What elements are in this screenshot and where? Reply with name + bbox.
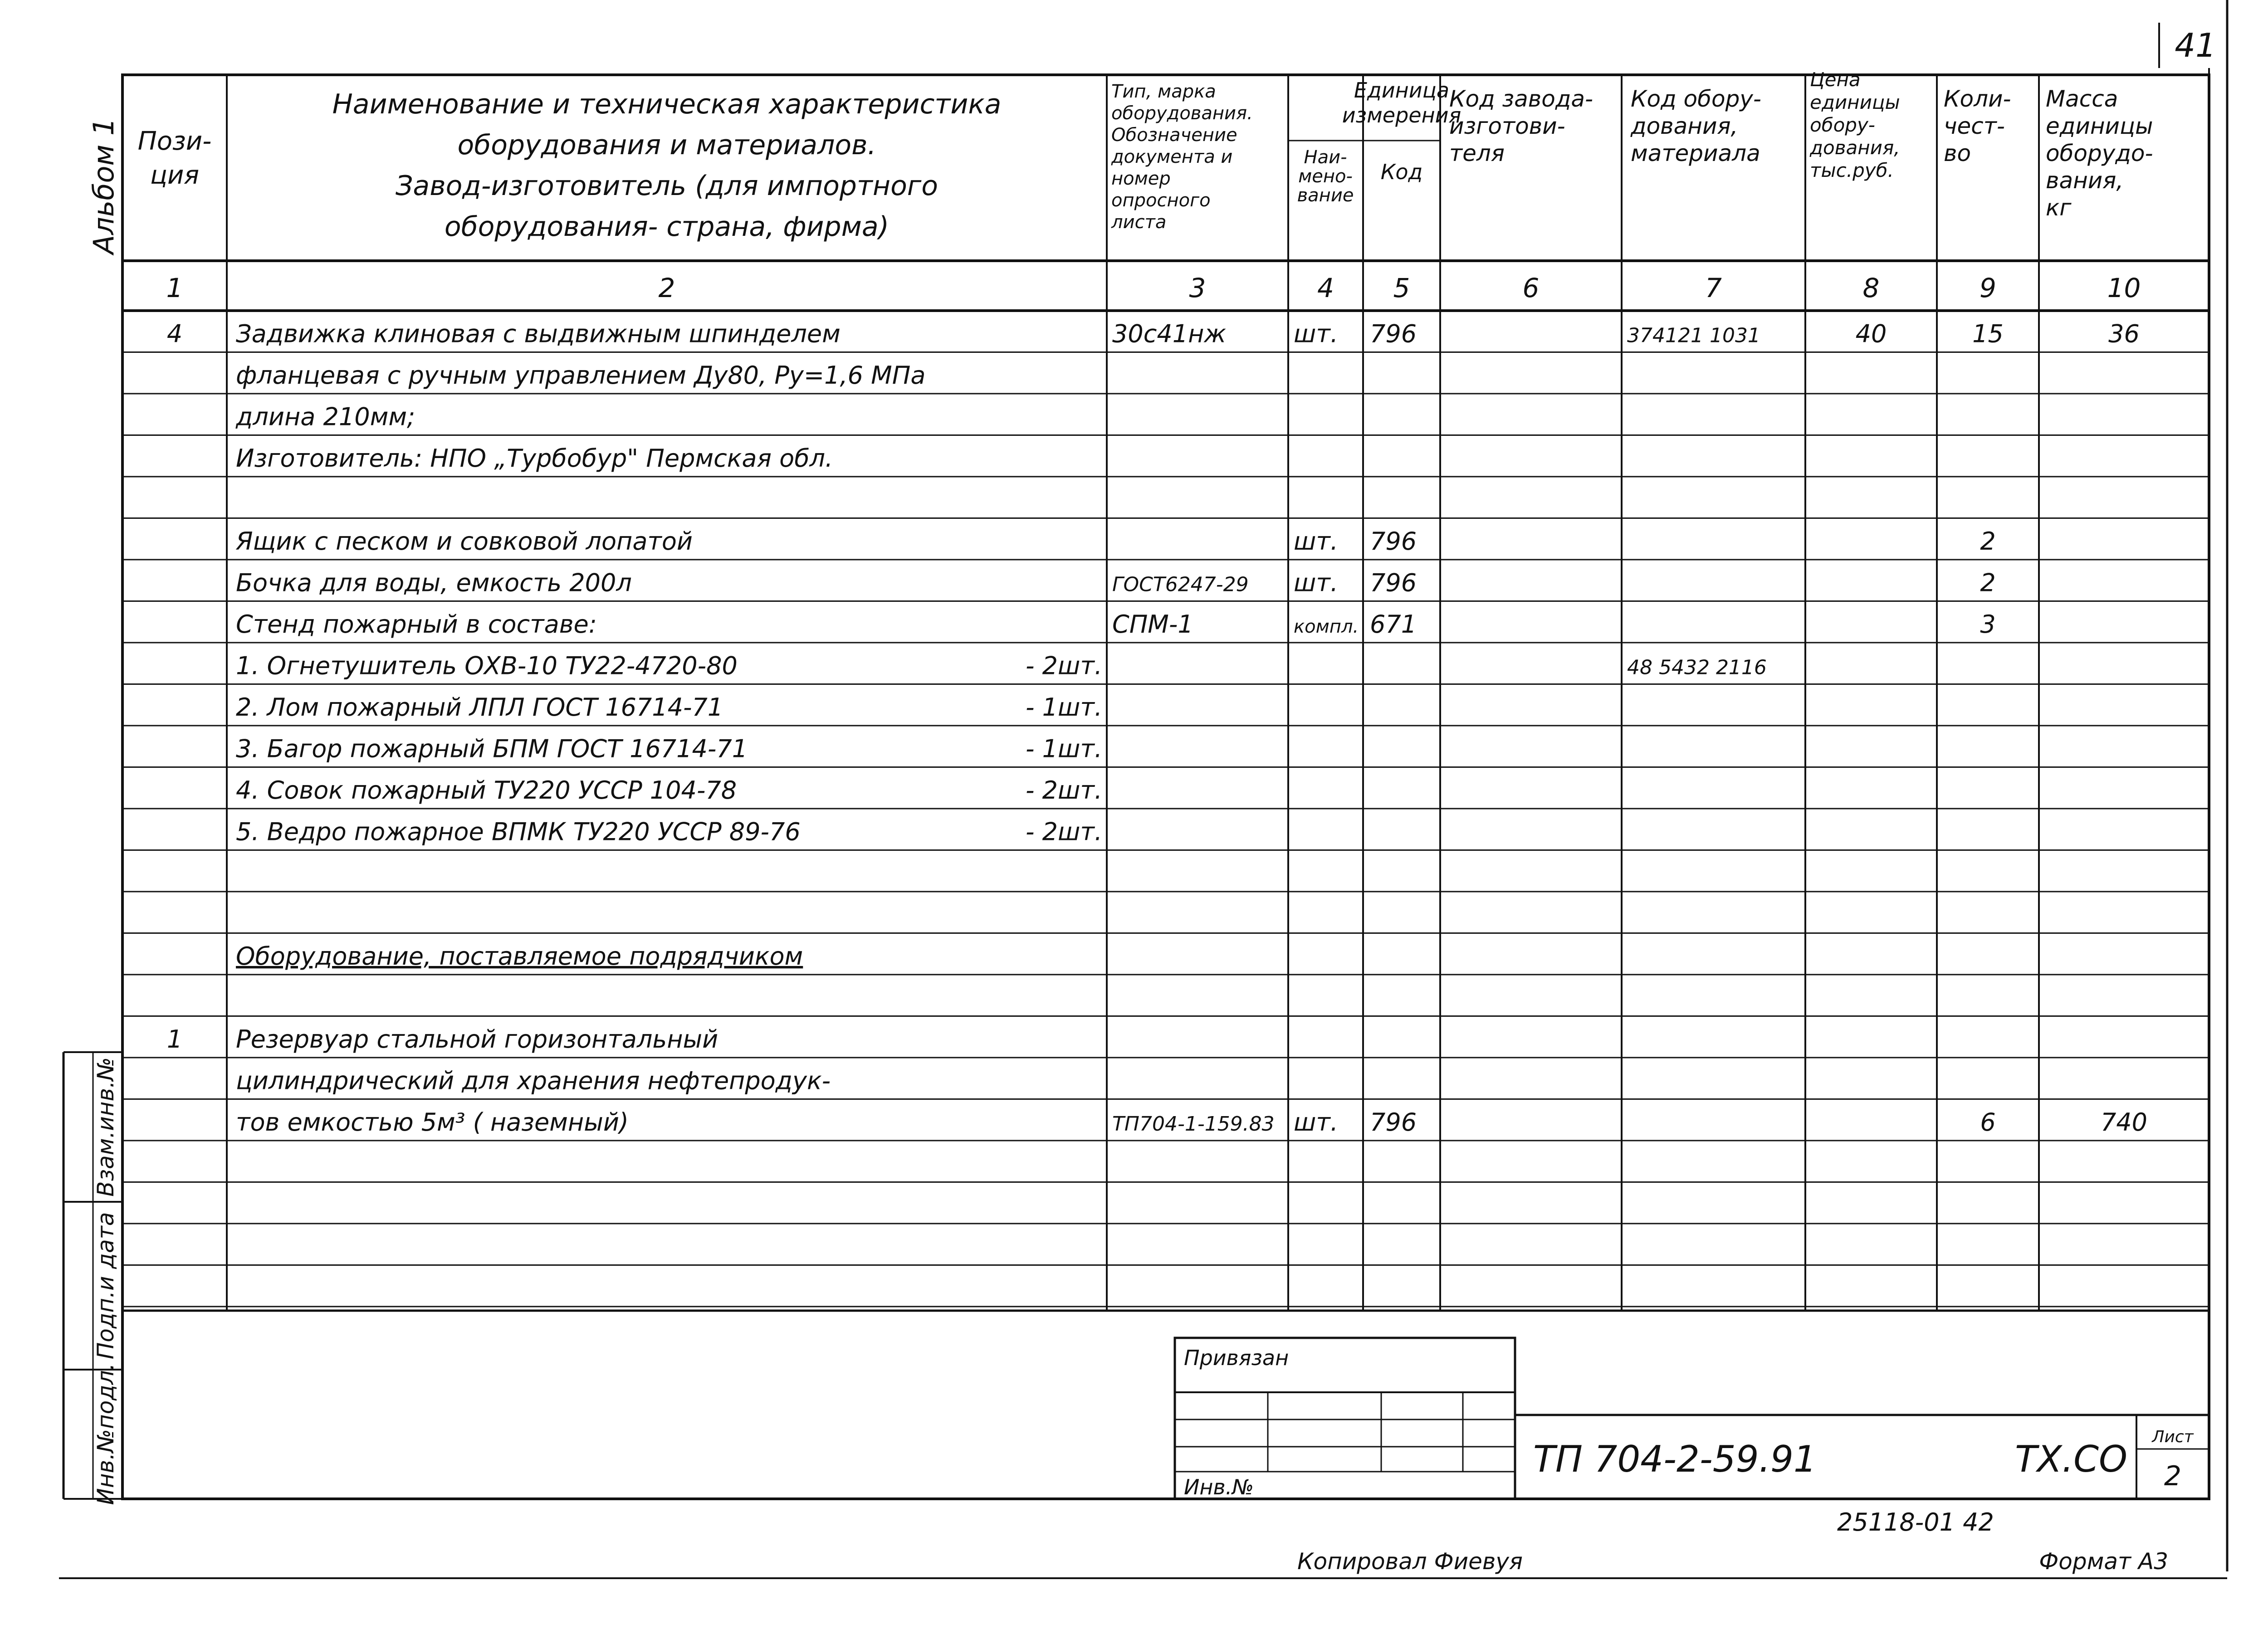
cell-name: длина 210мм; bbox=[236, 402, 415, 431]
inv-label: Инв.№ bbox=[1184, 1475, 1254, 1499]
header-col4: мено- bbox=[1298, 166, 1353, 187]
header-col3: листа bbox=[1111, 212, 1167, 233]
header-col8: дования, bbox=[1810, 137, 1900, 159]
cell-code: 796 bbox=[1370, 1108, 1417, 1136]
cell-code: 671 bbox=[1370, 610, 1417, 639]
header-col8: обору- bbox=[1810, 114, 1875, 136]
stamp-sign-date: Подп.и дата bbox=[93, 1212, 119, 1360]
cell-unit: шт. bbox=[1294, 1108, 1339, 1136]
cell-mass: 740 bbox=[2100, 1108, 2148, 1136]
cell-equip: 48 5432 2116 bbox=[1627, 656, 1767, 679]
sheet-number: 41 bbox=[2175, 26, 2216, 64]
header-col2: оборудования и материалов. bbox=[457, 129, 876, 161]
column-number: 6 bbox=[1522, 273, 1540, 303]
spec-table-header bbox=[138, 68, 2153, 303]
header-col8: тыс.руб. bbox=[1810, 159, 1894, 181]
header-col1: ция bbox=[150, 161, 200, 190]
column-number: 2 bbox=[658, 273, 675, 303]
cell-type: СПМ-1 bbox=[1112, 610, 1193, 639]
cell-qty: 6 bbox=[1980, 1108, 1996, 1136]
cell-pos: 1 bbox=[166, 1025, 183, 1054]
header-col5: Код bbox=[1380, 160, 1423, 184]
sheet-label: Лист bbox=[2152, 1428, 2194, 1446]
cell-name: Стенд пожарный в составе: bbox=[236, 610, 597, 639]
header-col7: дования, bbox=[1631, 113, 1738, 139]
cell-unit: шт. bbox=[1294, 568, 1339, 597]
table-row bbox=[122, 444, 2209, 477]
header-col10: единицы bbox=[2046, 113, 2153, 139]
cell-suffix: - 1шт. bbox=[1025, 693, 1102, 722]
header-col7: материала bbox=[1631, 140, 1760, 166]
copied-by: Копировал Фиевуя bbox=[1297, 1548, 1523, 1575]
cell-type: ТП704-1-159.83 bbox=[1112, 1112, 1275, 1136]
cell-qty: 3 bbox=[1980, 610, 1996, 639]
album-stamp: Альбом 1 bbox=[87, 117, 120, 254]
column-number: 3 bbox=[1189, 273, 1206, 303]
header-col8: единицы bbox=[1810, 91, 1900, 113]
header-col1: Пози- bbox=[137, 127, 212, 156]
cell-name: фланцевая с ручным управлением Ду80, Ру=1,6 МПа bbox=[236, 361, 926, 390]
header-col3: номер bbox=[1111, 168, 1171, 189]
cell-unit: шт. bbox=[1294, 527, 1339, 556]
header-col3: Обозначение bbox=[1111, 125, 1237, 146]
header-col45_group: Единица bbox=[1354, 78, 1450, 102]
cell-price: 40 bbox=[1855, 319, 1887, 348]
cell-name: Задвижка клиновая с выдвижным шпинделем bbox=[236, 319, 841, 348]
header-col8: Цена bbox=[1810, 68, 1861, 91]
cell-mass: 36 bbox=[2108, 319, 2140, 348]
sheet-number-box bbox=[2159, 23, 2216, 68]
cell-name: Ящик с песком и совковой лопатой bbox=[236, 527, 693, 556]
column-number: 10 bbox=[2107, 273, 2141, 303]
table-row bbox=[122, 610, 2209, 643]
table-row bbox=[122, 818, 2209, 850]
header-col6: Код завода- bbox=[1449, 86, 1593, 112]
table-row bbox=[122, 403, 2209, 435]
cell-name: 4. Совок пожарный ТУ220 УССР 104-78 bbox=[236, 776, 737, 805]
cell-suffix: - 2шт. bbox=[1025, 817, 1102, 846]
stamp-inv-orig: Инв.№подл. bbox=[93, 1363, 119, 1505]
binding-strip bbox=[64, 1052, 122, 1505]
header-col9: Коли- bbox=[1944, 86, 2011, 112]
sheet-value: 2 bbox=[2164, 1460, 2182, 1492]
header-col2: Наименование и техническая характеристика bbox=[332, 88, 1002, 120]
cell-unit: компл. bbox=[1294, 616, 1359, 637]
header-col10: Масса bbox=[2046, 86, 2118, 112]
cell-name: 3. Багор пожарный БПМ ГОСТ 16714-71 bbox=[236, 734, 748, 763]
header-col3: оборудования. bbox=[1111, 103, 1253, 124]
table-row bbox=[122, 320, 2209, 352]
cell-suffix: - 2шт. bbox=[1025, 776, 1102, 805]
doc-code: ТП 704-2-59.91 bbox=[1533, 1438, 1817, 1480]
cell-code: 796 bbox=[1370, 568, 1417, 597]
cell-type: ГОСТ6247-29 bbox=[1112, 573, 1249, 596]
cell-unit: шт. bbox=[1294, 319, 1339, 348]
cell-name: 5. Ведро пожарное ВПМК ТУ220 УССР 89-76 bbox=[236, 817, 801, 846]
table-row bbox=[122, 942, 2209, 975]
column-number: 4 bbox=[1317, 273, 1334, 303]
linked-label: Привязан bbox=[1184, 1346, 1289, 1370]
table-row bbox=[122, 735, 2209, 767]
header-col10: кг bbox=[2046, 195, 2072, 221]
spec-table-body bbox=[122, 320, 2209, 1307]
column-number: 9 bbox=[1980, 273, 1996, 303]
cell-name: цилиндрический для хранения нефтепродук- bbox=[236, 1066, 831, 1095]
header-col45_group: измерения bbox=[1342, 103, 1461, 127]
header-col6: теля bbox=[1449, 140, 1505, 166]
cell-equip: 374121 1031 bbox=[1627, 324, 1760, 347]
stamp-replace-inv: Взам.инв.№ bbox=[93, 1057, 119, 1197]
cell-name: Резервуар стальной горизонтальный bbox=[236, 1025, 719, 1054]
table-row bbox=[122, 652, 2209, 684]
column-number: 1 bbox=[166, 273, 183, 303]
cell-pos: 4 bbox=[166, 319, 183, 348]
header-col4: вание bbox=[1297, 185, 1354, 206]
footer bbox=[59, 1508, 2227, 1578]
cell-name: Оборудование, поставляемое подрядчиком bbox=[236, 942, 803, 971]
table-row bbox=[122, 776, 2209, 809]
cell-code: 796 bbox=[1370, 527, 1417, 556]
header-col2: Завод-изготовитель (для импортного bbox=[395, 170, 938, 202]
header-col3: документа и bbox=[1111, 146, 1233, 167]
cell-name: 1. Огнетушитель ОХВ-10 ТУ22-4720-80 bbox=[236, 651, 738, 680]
header-col3: опросного bbox=[1111, 190, 1211, 211]
cell-name: Бочка для воды, емкость 200л bbox=[236, 568, 632, 597]
header-col3: Тип, марка bbox=[1111, 81, 1216, 102]
cell-qty: 15 bbox=[1972, 319, 2004, 348]
column-number: 5 bbox=[1393, 273, 1410, 303]
cell-name: Изготовитель: НПО „Турбобур" Пермская обл. bbox=[236, 444, 833, 473]
column-number: 7 bbox=[1705, 273, 1722, 303]
header-col10: вания, bbox=[2046, 167, 2124, 194]
cell-qty: 2 bbox=[1980, 527, 1996, 556]
cell-name: 2. Лом пожарный ЛПЛ ГОСТ 16714-71 bbox=[236, 693, 723, 722]
header-col2: оборудования- страна, фирма) bbox=[444, 211, 890, 243]
header-col9: во bbox=[1944, 140, 1971, 166]
table-row bbox=[122, 1067, 2209, 1099]
table-row bbox=[122, 527, 2209, 560]
archive-number: 25118-01 42 bbox=[1837, 1508, 1994, 1536]
table-row bbox=[122, 361, 2209, 394]
cell-qty: 2 bbox=[1980, 568, 1996, 597]
cell-type: 30с41нж bbox=[1112, 319, 1227, 348]
column-number: 8 bbox=[1862, 273, 1880, 303]
table-row bbox=[122, 1108, 2209, 1141]
header-col10: оборудо- bbox=[2046, 140, 2153, 166]
table-row bbox=[122, 1025, 2209, 1058]
cell-name: тов емкостью 5м³ ( наземный) bbox=[236, 1108, 629, 1136]
header-col7: Код обору- bbox=[1631, 86, 1761, 112]
cell-suffix: - 1шт. bbox=[1025, 734, 1102, 763]
header-col4: Наи- bbox=[1304, 147, 1347, 168]
format-label: Формат А3 bbox=[2039, 1548, 2168, 1575]
title-block bbox=[1175, 1338, 2209, 1499]
doc-mark: ТХ.СО bbox=[2015, 1438, 2127, 1480]
header-col9: чест- bbox=[1944, 113, 2005, 139]
header-col6: изготови- bbox=[1449, 113, 1565, 139]
table-row bbox=[122, 569, 2209, 601]
cell-suffix: - 2шт. bbox=[1025, 651, 1102, 680]
table-row bbox=[122, 693, 2209, 726]
cell-code: 796 bbox=[1370, 319, 1417, 348]
